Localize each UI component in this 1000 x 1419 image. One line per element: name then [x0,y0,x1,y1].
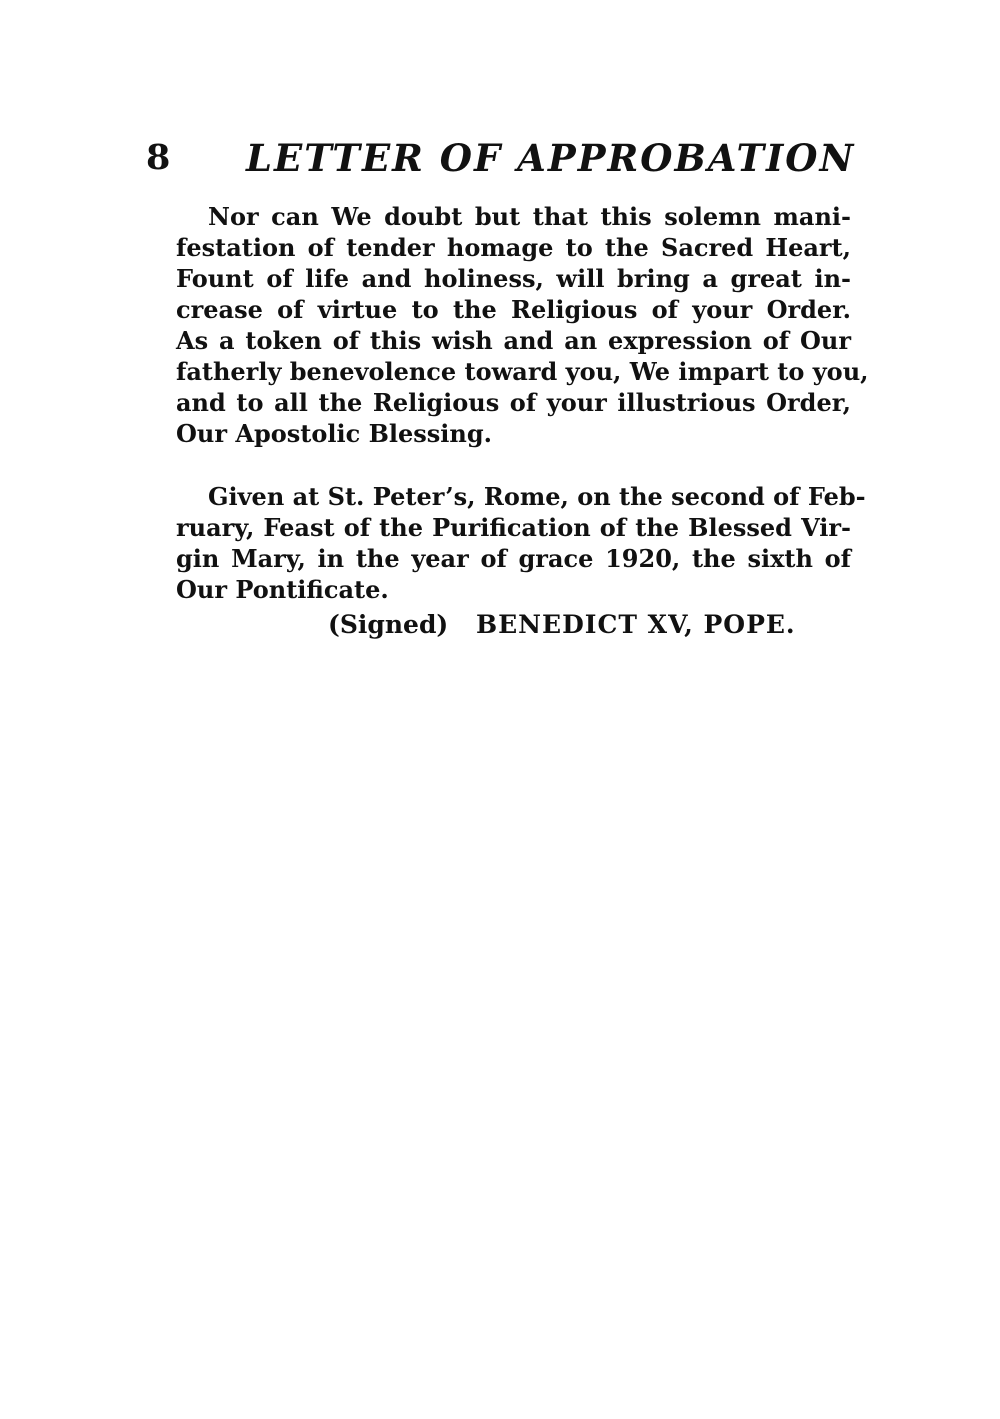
signer-name: BENEDICT XV, POPE. [476,610,796,639]
page-number: 8 [146,137,171,178]
text-line: Nor can We doubt but that this solemn mani- [208,202,851,231]
text-line: crease of virtue to the Religious of your Order. [176,295,851,324]
text-line: Fount of life and holiness, will bring a great in- [176,264,851,293]
text-line: Our Apostolic Blessing. [176,419,492,448]
text-line: fatherly benevolence toward you, We impart to you, [176,357,869,386]
running-title: LETTER OF APPROBATION [246,136,856,180]
text-line: and to all the Religious of your illustrious Order, [176,388,851,417]
text-line: As a token of this wish and an expression of Our [176,326,851,355]
page-header [146,136,856,188]
text-line: Our Pontificate. [176,575,389,604]
text-line: gin Mary, in the year of grace 1920, the sixth of [176,544,851,573]
text-line: Given at St. Peter’s, Rome, on the second of Feb- [208,482,866,511]
text-line: ruary, Feast of the Purification of the Blessed Vir- [176,513,851,542]
signature-line [328,608,828,642]
text-line: festation of tender homage to the Sacred Heart, [176,233,851,262]
signed-label: (Signed) [328,610,449,639]
